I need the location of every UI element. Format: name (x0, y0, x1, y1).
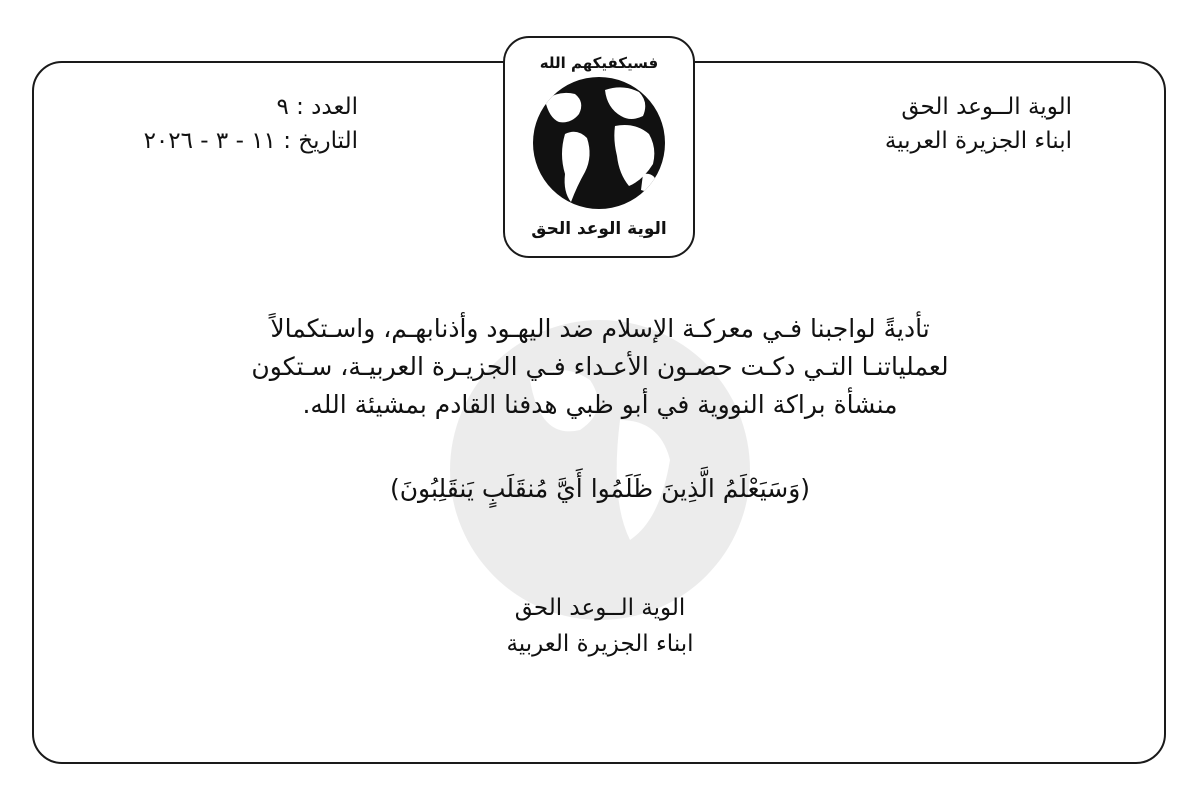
statement-line: منشأة براكة النووية في أبو ظبي هدفنا القادم بمشيئة الله. (302, 390, 898, 419)
signature-line2: ابناء الجزيرة العربية (506, 631, 694, 657)
issue-label: العدد : (296, 94, 358, 120)
org-name-line2: ابناء الجزيرة العربية (884, 128, 1072, 154)
signature-line1: الوية الــوعد الحق (514, 595, 686, 621)
date-row (118, 124, 358, 158)
org-name-line1: الوية الــوعد الحق (901, 94, 1072, 120)
issue-number: ٩ (276, 94, 289, 120)
statement-line: لعملياتنـا التـي دكـت حصـون الأعـداء فـي الجزيـرة العربيـة، سـتكون (251, 352, 949, 381)
logo-bottom-text: الوية الوعد الحق (531, 219, 667, 239)
date-label: التاريخ : (283, 128, 358, 154)
date-value: ١١ - ٣ - ٢٠٢٦ (143, 128, 276, 154)
header-org-block (885, 90, 1072, 158)
issue-row (118, 90, 358, 124)
signature-block (350, 590, 850, 662)
quran-verse: (وَسَيَعْلَمُ الَّذِينَ ظَلَمُوا أَيَّ مُنقَلَبٍ يَنقَلِبُونَ) (389, 474, 811, 503)
statement-line: تأديةً لواجبنا فـي معركـة الإسلام ضد اليهـود وأذنابهـم، واسـتكمالاً (270, 314, 930, 343)
header-meta-block (118, 90, 358, 158)
logo-top-text: فسيكفيكهم الله (539, 54, 659, 72)
statement-body (150, 310, 1050, 424)
logo-emblem (503, 36, 695, 258)
globe-icon (505, 38, 693, 256)
